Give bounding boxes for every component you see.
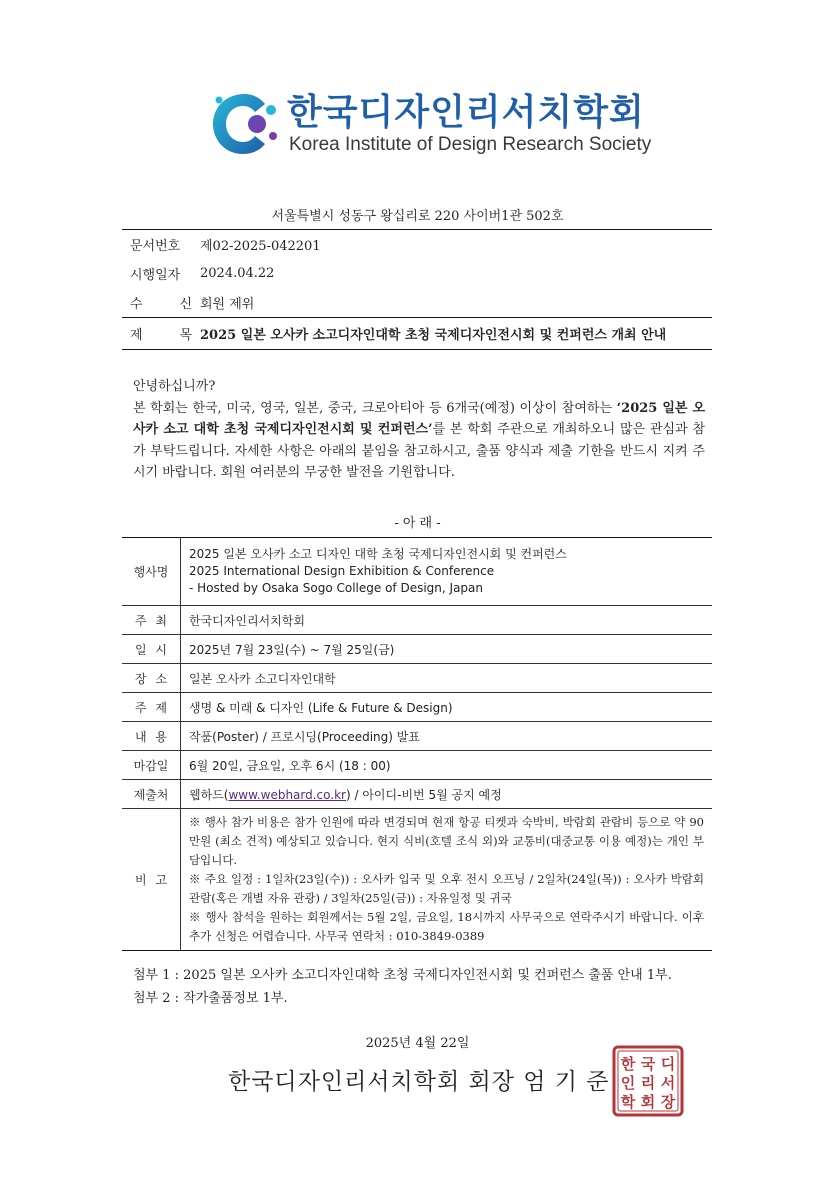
subject-row xyxy=(122,317,712,349)
event-name-label: 행사명 xyxy=(122,538,181,606)
sender-address: 서울특별시 성동구 왕십리로 220 사이버1관 502호 xyxy=(271,209,564,224)
subject-label-a: 제 xyxy=(130,328,143,343)
subject-label-b: 목 xyxy=(179,328,192,343)
table-row xyxy=(122,635,712,664)
svg-text:국: 국 xyxy=(640,1055,656,1073)
svg-text:리: 리 xyxy=(640,1074,656,1092)
svg-text:학: 학 xyxy=(620,1093,636,1111)
theme-label xyxy=(122,693,181,722)
remarks-cell xyxy=(181,809,713,951)
table-row xyxy=(122,780,712,809)
venue-label xyxy=(122,664,181,693)
event-name-ko: 2025 일본 오사카 소고 디자인 대학 초청 국제디자인전시회 및 컨퍼런스 xyxy=(189,547,567,561)
theme-label-a: 주 xyxy=(135,700,147,715)
event-info-table xyxy=(122,537,712,951)
venue-label-a: 장 xyxy=(135,671,147,686)
attachments xyxy=(133,964,672,1010)
table-row xyxy=(122,809,712,951)
official-seal-icon xyxy=(612,1045,684,1117)
attachment-2: 첨부 2 : 작가출품정보 1부. xyxy=(133,991,288,1006)
subject-label xyxy=(122,324,192,343)
schedule-label-b: 시 xyxy=(155,642,167,657)
remark-schedule: ※ 주요 일정 : 1일차(23일(수)) : 오사카 입국 및 오후 전시 오프닝 / 2일차(24일(목)) : 오사카 박람회 관람(혹은 개별 자유 관광) / 3일차(25일(금)) : 자유일정 및 귀국 xyxy=(189,872,704,905)
svg-text:서: 서 xyxy=(660,1074,676,1092)
event-host-en: - Hosted by Osaka Sogo College of Design, Japan xyxy=(189,581,483,595)
submit-label: 제출처 xyxy=(122,780,181,809)
body-paragraph-start: 본 학회는 한국, 미국, 영국, 일본, 중국, 크로아티아 등 6개국(예정) 이상이 참여하는 xyxy=(133,400,617,416)
attachment-1: 첨부 1 : 2025 일본 오사카 소고디자인대학 초청 국제디자인전시회 및 컨퍼런스 출품 안내 1부. xyxy=(133,968,672,983)
svg-text:회: 회 xyxy=(640,1093,656,1111)
submit-cell xyxy=(181,780,713,809)
below-notice: - 아 래 - xyxy=(394,516,441,531)
doc-number-row xyxy=(122,230,712,259)
venue: 일본 오사카 소고디자인대학 xyxy=(181,664,713,693)
deadline-label: 마감일 xyxy=(122,751,181,780)
logo-korean-name: 한국디자인리서치학회 xyxy=(287,92,645,133)
letter-body xyxy=(133,376,705,484)
host-label-b: 최 xyxy=(155,613,167,628)
issue-date-label: 시행일자 xyxy=(130,268,181,283)
recipient-label-b: 신 xyxy=(179,297,192,312)
table-row xyxy=(122,538,712,606)
body-paragraph-end: 를 본 학회 주관으로 개최하오니 많은 관심과 참가 부탁드립니다. 자세한 사항은 아래의 붙임을 참고하시고, 출품 양식과 제출 기한을 반드시 지켜 주시기 바랍니다. 회원 여러분의 무궁한 발전을 기원합니다. xyxy=(133,422,706,480)
svg-text:장: 장 xyxy=(660,1093,676,1111)
event-title-emphasis: ‘2025 일본 오사카 소고 대학 초청 국제디자인전시회 및 컨퍼런스’ xyxy=(133,400,706,437)
greeting: 안녕하십니까? xyxy=(133,379,216,394)
table-row xyxy=(122,664,712,693)
deadline: 6월 20일, 금요일, 오후 6시 (18 : 00) xyxy=(181,751,713,780)
content-label-b: 용 xyxy=(155,729,167,744)
venue-label-b: 소 xyxy=(155,671,167,686)
schedule-label-a: 일 xyxy=(135,642,147,657)
remarks-label-a: 비 xyxy=(135,873,147,887)
recipient: 회원 제위 xyxy=(200,297,255,312)
table-row xyxy=(122,693,712,722)
content-label xyxy=(122,722,181,751)
issue-date-row xyxy=(122,259,712,288)
host: 한국디자인리서치학회 xyxy=(181,606,713,635)
theme: 생명 & 미래 & 디자인 (Life & Future & Design) xyxy=(181,693,713,722)
doc-number-label: 문서번호 xyxy=(130,239,181,254)
remark-cost: ※ 행사 참가 비용은 참가 인원에 따라 변경되며 현재 항공 티켓과 숙박비, 박람회 관람비 등으로 약 90만원 (최소 견적) 예상되고 있습니다. 현지 식비(호텔 조식 외)와 교통비(대중교통 이용 예정)는 개인 부담입니다. xyxy=(189,815,704,867)
recipient-label-a: 수 xyxy=(130,297,143,312)
signing-date: 2025년 4월 22일 xyxy=(365,1036,470,1051)
submit-prefix: 웹하드( xyxy=(189,787,229,802)
host-label xyxy=(122,606,181,635)
society-logo xyxy=(205,82,652,164)
body-paragraph xyxy=(133,398,705,484)
recipient-row xyxy=(122,288,712,317)
remarks-label-b: 고 xyxy=(155,873,167,887)
remark-registration: ※ 행사 참석을 원하는 회원께서는 5월 2일, 금요일, 18시까지 사무국으로 연락주시기 바랍니다. 이후 추가 신청은 어렵습니다. 사무국 연락처 : 010-3849-0389 xyxy=(189,910,704,943)
svg-text:인: 인 xyxy=(620,1074,636,1092)
schedule-label xyxy=(122,635,181,664)
submit-suffix: ) / 아이디-비번 5월 공지 예정 xyxy=(345,787,502,802)
table-row xyxy=(122,751,712,780)
host-label-a: 주 xyxy=(135,613,147,628)
svg-text:한: 한 xyxy=(620,1055,636,1073)
recipient-label xyxy=(122,293,192,312)
theme-label-b: 제 xyxy=(155,700,167,715)
webhard-link[interactable]: www.webhard.co.kr xyxy=(228,787,346,802)
content-label-a: 내 xyxy=(135,729,147,744)
doc-number: 제02-2025-042201 xyxy=(200,239,321,254)
event-name-en: 2025 International Design Exhibition & Conference xyxy=(189,564,495,578)
logo-mark-icon xyxy=(205,86,281,162)
content: 작품(Poster) / 프로시딩(Proceeding) 발표 xyxy=(181,722,713,751)
signature-line: 한국디자인리서치학회 회장 엄 기 준 xyxy=(228,1069,610,1095)
subject: 2025 일본 오사카 소고디자인대학 초청 국제디자인전시회 및 컨퍼런스 개최 안내 xyxy=(200,328,667,343)
logo-english-name: Korea Institute of Design Research Society xyxy=(289,134,652,155)
table-row xyxy=(122,606,712,635)
issue-date: 2024.04.22 xyxy=(200,266,275,281)
schedule: 2025년 7월 23일(수) ~ 7월 25일(금) xyxy=(181,635,713,664)
event-name-cell xyxy=(181,538,713,606)
document-header xyxy=(122,229,712,350)
table-row xyxy=(122,722,712,751)
remarks-label xyxy=(122,809,181,951)
svg-text:디: 디 xyxy=(660,1055,676,1073)
